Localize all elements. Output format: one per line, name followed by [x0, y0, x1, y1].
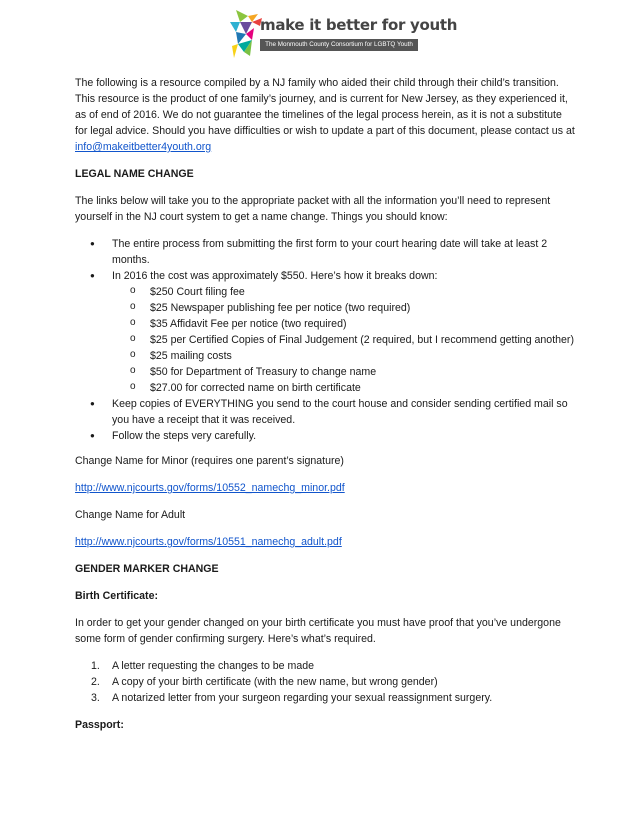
list-item: 3. A notarized letter from your surgeon regarding your sexual reassignment surgery. — [91, 692, 493, 704]
list-item: o $25 Newspaper publishing fee per notice (two required) — [112, 300, 575, 316]
list-item: ● Keep copies of EVERYTHING you send to the court house and consider sending certified mail so you have a receipt that it was received. — [75, 396, 575, 428]
list-item: o $25 per Certified Copies of Final Judgement (2 required, but I recommend getting another) — [112, 332, 575, 348]
intro-text: The following is a resource compiled by a NJ family who aided their child through their child’s transition. This resource is the product of one family’s journey, and is current for New Jersey, as they experienced it, as of end of 2016. We do not guarantee the timelines of the legal process herein, as it is not a substitute for legal advice. Should you have difficulties or wish to update a part of this document, please contact us at — [75, 77, 575, 137]
logo-title: make it better for youth — [260, 16, 458, 34]
gender-marker-heading: GENDER MARKER CHANGE — [75, 563, 219, 575]
minor-form-label: Change Name for Minor (requires one parent’s signature) — [75, 455, 344, 467]
adult-form-link[interactable]: http://www.njcourts.gov/forms/10551_namechg_adult.pdf — [75, 536, 342, 548]
contact-email-link[interactable]: info@makeitbetter4youth.org — [75, 141, 212, 153]
legal-name-paragraph: The links below will take you to the appropriate packet with all the information you’ll need to represent yourself in the NJ court system to get a name change. Things you should know: — [75, 195, 551, 223]
adult-form-label: Change Name for Adult — [75, 509, 186, 521]
logo — [222, 6, 458, 66]
list-item: o $25 mailing costs — [112, 348, 575, 364]
list-item: ● Follow the steps very carefully. — [75, 428, 575, 444]
list-item: o $27.00 for corrected name on birth certificate — [112, 380, 575, 396]
list-item: ● In 2016 the cost was approximately $550. Here’s how it breaks down: o $250 Court filing fee o $25 Newspaper publishing fee per notice (two required) o $35 Affidavit Fee per notice (two required) o $25 per Certified Copies of Final Judgement (2 required, but I recommend getting another) o $25 mailing costs o $50 for Department of Treasury to change name o $27.00 for corrected name on birth certificate — [75, 268, 575, 396]
bird-logo-icon — [222, 6, 264, 66]
list-item: o $250 Court filing fee — [112, 284, 575, 300]
minor-form-link[interactable]: http://www.njcourts.gov/forms/10552_namechg_minor.pdf — [75, 482, 345, 494]
legal-name-heading: LEGAL NAME CHANGE — [75, 168, 194, 180]
list-item: 2. A copy of your birth certificate (with the new name, but wrong gender) — [91, 676, 438, 688]
list-item: o $50 for Department of Treasury to change name — [112, 364, 575, 380]
birth-certificate-paragraph: In order to get your gender changed on your birth certificate you must have proof that you’ve undergone some form of gender confirming surgery. Here’s what’s required. — [75, 617, 561, 645]
intro-paragraph — [75, 75, 575, 155]
list-item: 1. A letter requesting the changes to be made — [91, 660, 315, 672]
requirements-list — [75, 658, 575, 706]
list-item: ● The entire process from submitting the first form to your court hearing date will take at least 2 months. — [75, 236, 575, 268]
document-body — [75, 75, 575, 744]
logo-subtitle: The Monmouth County Consortium for LGBTQ Youth — [260, 39, 418, 51]
list-item: o $35 Affidavit Fee per notice (two required) — [112, 316, 575, 332]
cost-breakdown-list — [112, 284, 575, 396]
things-to-know-list — [75, 236, 575, 444]
passport-heading: Passport: — [75, 719, 124, 731]
birth-certificate-heading: Birth Certificate: — [75, 590, 158, 602]
